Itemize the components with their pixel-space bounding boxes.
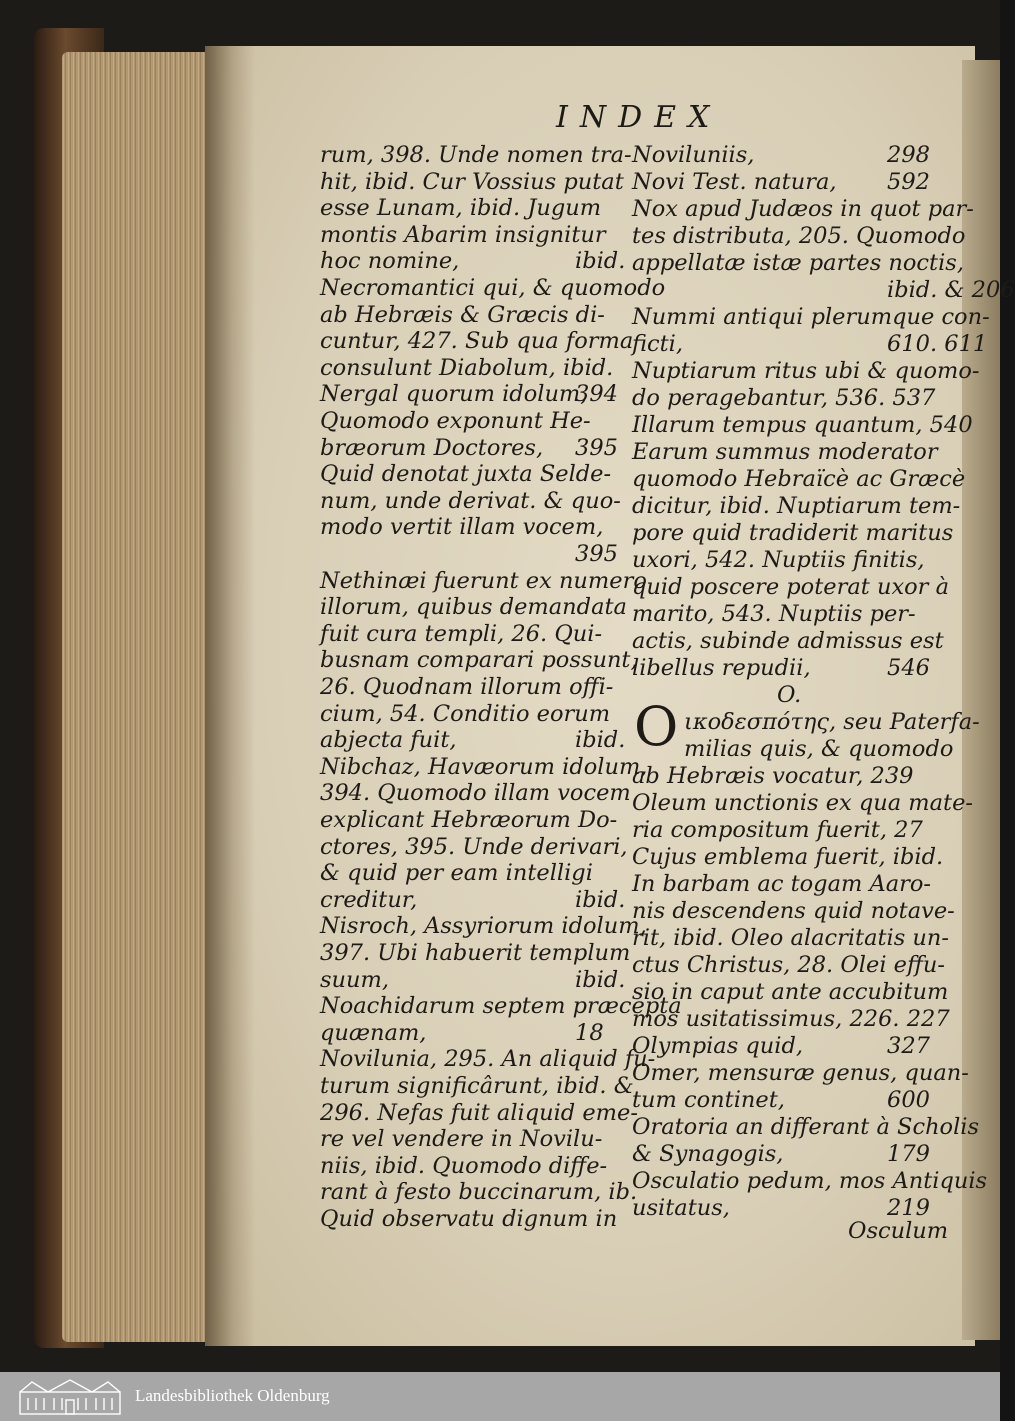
index-entry-text: sio in caput ante accubitum bbox=[632, 979, 949, 1005]
index-entry-text: Nisroch, Assyriorum idolum, bbox=[320, 913, 647, 940]
index-entry-text: ficti, bbox=[632, 331, 683, 357]
index-line bbox=[320, 860, 593, 886]
index-entry-text: ria compositum fuerit, 27 bbox=[632, 817, 923, 843]
page-header: INDEX bbox=[556, 100, 722, 135]
index-entry-text: & Synagogis, bbox=[632, 1141, 784, 1167]
index-entry-text: 26. Quodnam illorum offi- bbox=[320, 674, 614, 700]
index-page-ref: ibid. bbox=[575, 886, 626, 913]
index-line bbox=[320, 355, 613, 381]
index-line bbox=[320, 807, 617, 833]
index-line bbox=[632, 817, 923, 843]
index-line bbox=[320, 701, 610, 727]
index-line bbox=[320, 1126, 602, 1152]
drop-cap-initial: O bbox=[634, 695, 679, 758]
catchword: Osculum bbox=[848, 1218, 949, 1244]
index-line bbox=[632, 871, 931, 897]
index-line bbox=[320, 1206, 617, 1232]
index-line bbox=[632, 898, 955, 924]
index-entry-text: suum, bbox=[320, 966, 390, 993]
index-entry-text: fuit cura templi, 26. Qui- bbox=[320, 620, 603, 647]
index-line bbox=[632, 169, 930, 195]
index-entry-text: quomodo Hebraïcè ac Græcè bbox=[632, 466, 966, 492]
index-entry-text: uxori, 542. Nuptiis finitis, bbox=[632, 547, 925, 573]
index-entry-text: consulunt Diabolum, ibid. bbox=[320, 354, 614, 381]
index-entry-text: libellus repudii, bbox=[632, 655, 811, 681]
index-line bbox=[320, 461, 611, 487]
index-line bbox=[632, 547, 925, 573]
index-line bbox=[632, 358, 980, 384]
index-line bbox=[320, 142, 632, 168]
index-line bbox=[320, 727, 626, 754]
index-page-ref: 327 bbox=[887, 1033, 930, 1059]
index-line bbox=[777, 682, 801, 708]
library-building-icon bbox=[18, 1378, 122, 1420]
index-entry-text: cium, 54. Conditio eorum bbox=[320, 700, 611, 727]
index-line bbox=[320, 913, 647, 939]
index-page-ref: 592 bbox=[887, 169, 930, 195]
index-line bbox=[632, 763, 913, 789]
facing-page-edge bbox=[962, 60, 1000, 1340]
index-entry-text: milias quis, & quomodo bbox=[684, 736, 954, 762]
index-line bbox=[320, 169, 624, 195]
index-entry-text: mos usitatissimus, 226. 227 bbox=[632, 1006, 950, 1032]
index-entry-text: pore quid tradiderit maritus bbox=[632, 520, 954, 546]
index-line bbox=[632, 223, 965, 249]
index-entry-text: ctus Christus, 28. Olei effu- bbox=[632, 952, 946, 978]
index-line bbox=[632, 952, 945, 978]
index-entry-text: rum, 398. Unde nomen tra- bbox=[320, 142, 632, 168]
index-page-ref: ibid. & 206 bbox=[887, 277, 1015, 303]
index-entry-text: Quid observatu dignum in bbox=[320, 1206, 618, 1232]
index-line bbox=[320, 434, 618, 461]
index-entry-text: Nethinæi fuerunt ex numero bbox=[320, 567, 647, 594]
index-entry-text: usitatus, bbox=[632, 1195, 730, 1221]
index-line bbox=[320, 621, 602, 647]
index-line bbox=[632, 601, 916, 627]
index-entry-text: Nox apud Judæos in quot par- bbox=[632, 196, 974, 222]
index-page-ref: 546 bbox=[887, 655, 930, 681]
index-line bbox=[320, 1179, 637, 1205]
index-page-ref: 395 bbox=[575, 541, 618, 567]
index-page-ref: 219 bbox=[887, 1195, 930, 1221]
index-page-ref: 18 bbox=[575, 1019, 604, 1046]
index-line bbox=[320, 222, 606, 248]
index-line bbox=[632, 790, 973, 816]
index-page-ref: 298 bbox=[887, 142, 930, 168]
index-entry-text: Quomodo exponunt He- bbox=[320, 408, 591, 434]
index-entry-text: tum continet, bbox=[632, 1087, 785, 1113]
index-line bbox=[320, 834, 628, 860]
index-line bbox=[320, 780, 631, 806]
index-line bbox=[320, 1100, 638, 1126]
index-line bbox=[632, 925, 949, 951]
index-entry-text: nis descendens quid notave- bbox=[632, 898, 955, 924]
index-entry-text: turum significârunt, ibid. & bbox=[320, 1073, 634, 1099]
index-entry-text: Oleum unctionis ex qua mate- bbox=[632, 790, 974, 816]
index-entry-text: rit, ibid. Oleo alacritatis un- bbox=[632, 925, 950, 951]
index-line bbox=[320, 966, 626, 993]
index-entry-text: Cujus emblema fuerit, ibid. bbox=[632, 844, 944, 870]
index-line bbox=[632, 1114, 979, 1140]
index-entry-text: O. bbox=[777, 682, 802, 708]
index-entry-text: 394. Quomodo illam vocem bbox=[320, 780, 631, 807]
page-gutter-shadow bbox=[205, 46, 255, 1346]
index-line bbox=[320, 381, 618, 408]
index-page-ref: 610. 611 bbox=[887, 331, 988, 357]
index-entry-text: bræorum Doctores, bbox=[320, 434, 544, 461]
index-line bbox=[632, 466, 965, 492]
index-entry-text: rant à festo buccinarum, ib. bbox=[320, 1179, 638, 1206]
index-line bbox=[320, 886, 626, 913]
index-line bbox=[320, 408, 591, 434]
index-line bbox=[320, 302, 605, 328]
index-page-ref: 179 bbox=[887, 1141, 930, 1167]
index-entry-text: ctores, 395. Unde derivari, bbox=[320, 833, 628, 860]
library-name: Landesbibliothek Oldenburg bbox=[135, 1386, 330, 1405]
index-line bbox=[320, 275, 665, 301]
index-line bbox=[320, 1153, 607, 1179]
index-entry-text: num, unde derivat. & quo- bbox=[320, 487, 621, 514]
index-entry-text: hit, ibid. Cur Vossius putat bbox=[320, 168, 624, 195]
index-entry-text: In barbam ac togam Aaro- bbox=[632, 871, 932, 897]
index-entry-text: 296. Nefas fuit aliquid eme- bbox=[320, 1099, 638, 1126]
index-line bbox=[632, 979, 948, 1005]
index-page-ref: 600 bbox=[887, 1087, 930, 1113]
index-line bbox=[320, 1019, 604, 1046]
index-line bbox=[632, 493, 960, 519]
index-entry-text: creditur, bbox=[320, 886, 418, 913]
index-line bbox=[632, 1060, 969, 1086]
index-entry-text: Earum summus moderator bbox=[632, 439, 938, 465]
index-line bbox=[632, 1033, 930, 1059]
index-line bbox=[632, 844, 943, 870]
index-entry-text: busnam comparari possunt, bbox=[320, 647, 638, 674]
index-entry-text: re vel vendere in Novilu- bbox=[320, 1126, 603, 1153]
index-line bbox=[320, 248, 626, 275]
index-line bbox=[320, 328, 633, 354]
index-entry-text: montis Abarim insignitur bbox=[320, 221, 606, 248]
index-entry-text: Nuptiarum ritus ubi & quomo- bbox=[632, 358, 980, 384]
index-line bbox=[632, 520, 953, 546]
index-entry-text: Novilunia, 295. An aliquid fu- bbox=[320, 1046, 656, 1073]
index-line bbox=[320, 940, 630, 966]
index-line bbox=[632, 142, 930, 168]
index-entry-text: quænam, bbox=[320, 1019, 427, 1046]
index-line bbox=[632, 1168, 987, 1194]
index-entry-text: Quid denotat juxta Selde- bbox=[320, 461, 612, 488]
index-line bbox=[320, 1046, 655, 1072]
index-line bbox=[684, 709, 980, 735]
index-line bbox=[632, 1195, 930, 1221]
index-line bbox=[632, 250, 964, 276]
index-entry-text: Omer, mensuræ genus, quan- bbox=[632, 1060, 969, 1086]
index-entry-text: appellatæ istæ partes noctis, bbox=[632, 250, 964, 276]
index-line bbox=[320, 674, 613, 700]
index-page-ref: ibid. bbox=[575, 966, 626, 993]
index-page-ref: 395 bbox=[575, 434, 618, 461]
index-entry-text: tes distributa, 205. Quomodo bbox=[632, 223, 966, 249]
index-line bbox=[320, 993, 682, 1019]
index-page-ref: 394 bbox=[575, 381, 618, 408]
index-entry-text: hoc nomine, bbox=[320, 248, 460, 275]
index-entry-text: Noviluniis, bbox=[632, 142, 755, 168]
index-entry-text: Illarum tempus quantum, 540 bbox=[632, 412, 973, 438]
index-line bbox=[320, 647, 638, 673]
index-line bbox=[320, 754, 647, 780]
index-entry-text: ab Hebræis vocatur, 239 bbox=[632, 763, 914, 789]
index-entry-text: Nummi antiqui plerumque con- bbox=[632, 304, 990, 330]
index-page-ref: ibid. bbox=[575, 727, 626, 754]
page-edges bbox=[62, 52, 212, 1342]
index-line bbox=[320, 488, 621, 514]
index-line bbox=[632, 331, 988, 357]
index-entry-text: actis, subinde admissus est bbox=[632, 628, 944, 654]
index-entry-text: Oratoria an differant à Scholis bbox=[632, 1114, 980, 1140]
index-entry-text: do peragebantur, 536. 537 bbox=[632, 385, 936, 411]
index-entry-text: Necromantici qui, & quomodo bbox=[320, 275, 666, 301]
index-entry-text: niis, ibid. Quomodo diffe- bbox=[320, 1152, 608, 1179]
index-line bbox=[632, 1141, 930, 1167]
index-line bbox=[320, 195, 601, 221]
index-entry-text: esse Lunam, ibid. Jugum bbox=[320, 195, 602, 222]
index-entry-text: ab Hebræis & Græcis di- bbox=[320, 301, 605, 328]
index-entry-text: Osculatio pedum, mos Antiquis bbox=[632, 1168, 988, 1194]
index-entry-text: illorum, quibus demandata bbox=[320, 594, 627, 621]
index-entry-text: Noachidarum septem præcepta bbox=[320, 993, 682, 1020]
index-line bbox=[632, 196, 974, 222]
index-line bbox=[320, 514, 603, 540]
index-line bbox=[632, 574, 949, 600]
index-line bbox=[320, 594, 627, 620]
index-entry-text: Nibchaz, Havæorum idolum, bbox=[320, 753, 648, 780]
index-line bbox=[320, 1073, 634, 1099]
index-entry-text: modo vertit illam vocem, bbox=[320, 514, 604, 541]
index-entry-text: 397. Ubi habuerit templum bbox=[320, 940, 631, 966]
index-page-ref: ibid. bbox=[575, 248, 626, 275]
index-entry-text: & quid per eam intelligi bbox=[320, 860, 593, 887]
index-entry-text: dicitur, ibid. Nuptiarum tem- bbox=[632, 493, 961, 519]
index-line bbox=[632, 385, 935, 411]
index-line bbox=[632, 1087, 930, 1113]
index-line bbox=[632, 1006, 950, 1032]
index-entry-text: Nergal quorum idolum, bbox=[320, 381, 588, 408]
index-entry-text: cuntur, 427. Sub qua forma bbox=[320, 328, 634, 355]
footer-bar bbox=[0, 1372, 1000, 1421]
index-entry-text: abjecta fuit, bbox=[320, 727, 457, 754]
index-entry-text: explicant Hebræorum Do- bbox=[320, 807, 618, 833]
index-entry-text: Olympias quid, bbox=[632, 1033, 804, 1059]
index-line bbox=[632, 655, 930, 681]
index-line bbox=[632, 304, 990, 330]
index-line bbox=[632, 628, 944, 654]
index-line bbox=[632, 439, 938, 465]
index-entry-text: Novi Test. natura, bbox=[632, 169, 837, 195]
index-entry-text: quid poscere poterat uxor à bbox=[632, 574, 949, 600]
index-line bbox=[684, 736, 953, 762]
index-line bbox=[632, 412, 973, 438]
index-entry-text: ικοδεσπότης, seu Paterfa- bbox=[684, 709, 980, 735]
index-entry-text: marito, 543. Nuptiis per- bbox=[632, 601, 916, 627]
index-line bbox=[320, 568, 647, 594]
